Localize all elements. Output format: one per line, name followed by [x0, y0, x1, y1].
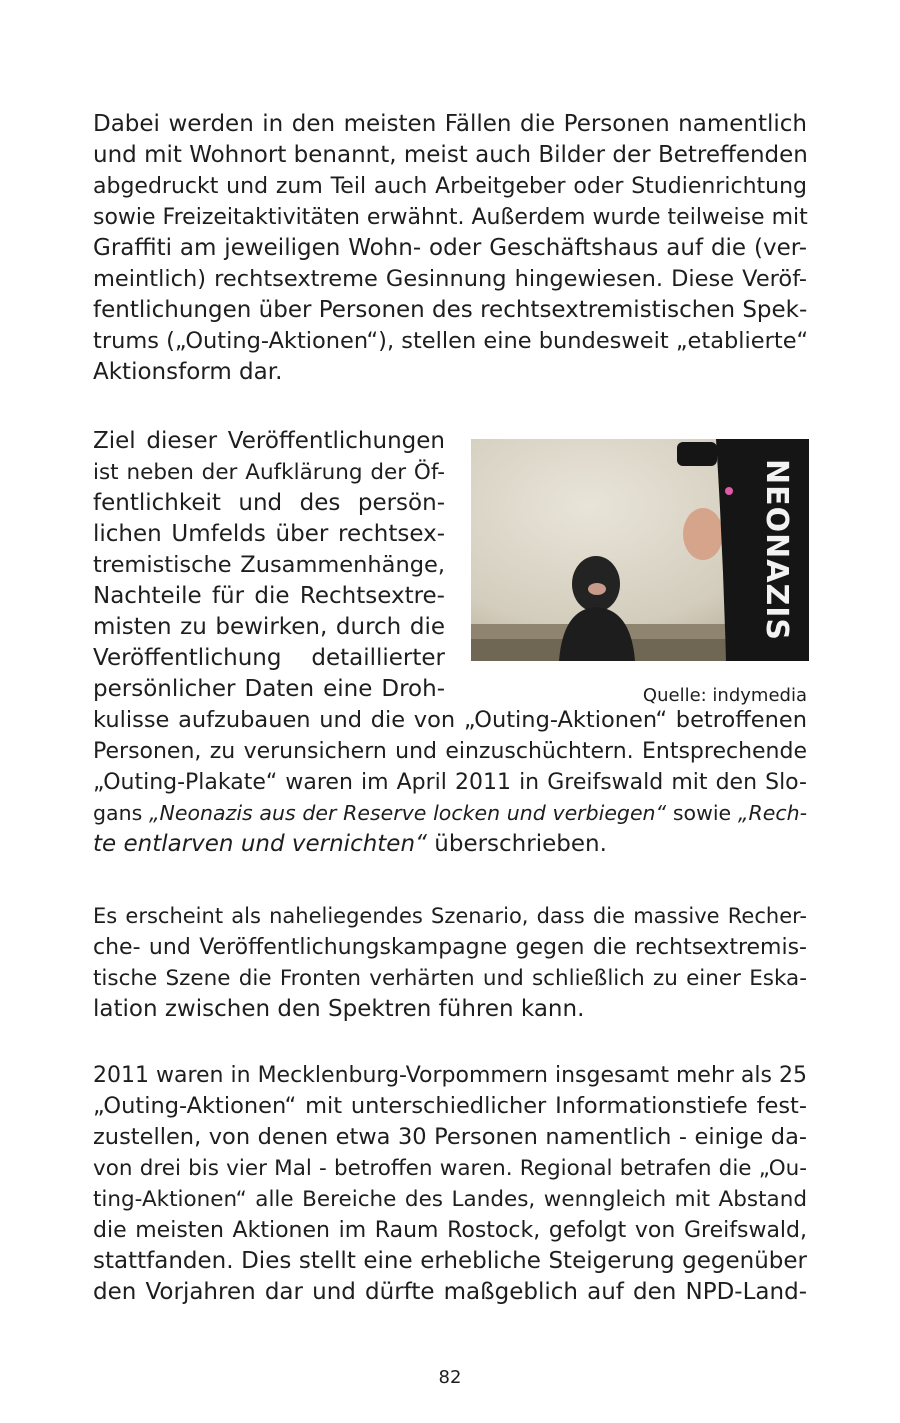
text-line: Aktionsform dar. [93, 359, 283, 385]
text-line: tremistische Zusammenhänge, [93, 552, 445, 578]
text-line: kulisse aufzubauen und die von „Outing-Aktionen“ betroffenen [93, 707, 807, 733]
text-line: Graffiti am jeweiligen Wohn- oder Geschäftshaus auf die (ver- [93, 235, 807, 261]
text-line: tische Szene die Fronten verhärten und schließlich zu einer Eska- [93, 966, 807, 991]
text-line [93, 829, 807, 860]
photo [471, 439, 809, 661]
text-line: Dabei werden in den meisten Fällen die Personen namentlich [93, 111, 807, 137]
text-line: che- und Veröffentlichungskampagne gegen die rechtsextremis- [93, 935, 807, 960]
text-line: fentlichkeit und des persön- [93, 490, 445, 516]
italic-quote: „Rech- [737, 801, 807, 825]
text-line: Es erscheint als naheliegendes Szenario, dass die massive Recher- [93, 904, 807, 928]
text-line: trums („Outing-Aktionen“), stellen eine bundesweit „etablierte“ [93, 328, 809, 354]
text-line: Ziel dieser Veröffentlichungen [93, 428, 445, 454]
text-line: und mit Wohnort benannt, meist auch Bilder der Betreffenden [93, 142, 808, 168]
photo-image [471, 439, 809, 661]
text-line: „Outing-Plakate“ waren im April 2011 in Greifswald mit den Slo- [93, 770, 807, 795]
text-line: meintlich) rechtsextreme Gesinnung hingewiesen. Diese Veröf- [93, 266, 807, 292]
text-line [93, 798, 807, 829]
text-line: den Vorjahren dar und dürfte maßgeblich auf den NPD-Land- [93, 1279, 807, 1305]
text-line: von drei bis vier Mal - betroffen waren. Regional betrafen die „Ou- [93, 1156, 807, 1181]
text-line: sowie Freizeitaktivitäten erwähnt. Außerdem wurde teilweise mit [93, 205, 808, 230]
text-line: zustellen, von denen etwa 30 Personen namentlich - einige da- [93, 1124, 807, 1150]
text-line: „Outing-Aktionen“ mit unterschiedlicher Informationstiefe fest- [93, 1093, 807, 1119]
page-number: 82 [438, 1367, 462, 1388]
text-line: die meisten Aktionen im Raum Rostock, gefolgt von Greifswald, [93, 1218, 807, 1243]
text-line: 2011 waren in Mecklenburg-Vorpommern insgesamt mehr als 25 [93, 1063, 807, 1088]
text-line: ist neben der Aufklärung der Öf- [93, 460, 445, 485]
text-line: stattfanden. Dies stellt eine erhebliche Steigerung gegenüber [93, 1248, 807, 1274]
photo-caption: Quelle: indymedia [642, 685, 807, 706]
text-line: lation zwischen den Spektren führen kann. [93, 996, 585, 1022]
text-run: sowie [666, 801, 738, 825]
text-line: Nachteile für die Rechtsextre- [93, 583, 445, 609]
text-line: persönlicher Daten eine Droh- [93, 676, 445, 702]
italic-quote: „Neonazis aus der Reserve locken und verbiegen“ [148, 801, 667, 825]
text-line: abgedruckt und zum Teil auch Arbeitgeber oder Studienrichtung [93, 174, 807, 199]
text-line: ting-Aktionen“ alle Bereiche des Landes, wenngleich mit Abstand [93, 1187, 807, 1212]
text-run: überschrieben. [426, 831, 607, 857]
text-line: lichen Umfelds über rechtsex- [93, 521, 445, 547]
text-line: fentlichungen über Personen des rechtsextremistischen Spek- [93, 297, 808, 323]
text-line: misten zu bewirken, durch die [93, 614, 445, 640]
text-line: Personen, zu verunsichern und einzuschüchtern. Entsprechende [93, 739, 807, 764]
banner-text: NEONAZIS [759, 459, 794, 641]
text-line: Veröffentlichung detaillierter [93, 645, 445, 671]
italic-quote: te entlarven und vernichten“ [93, 831, 427, 857]
text-run: gans [93, 801, 149, 825]
